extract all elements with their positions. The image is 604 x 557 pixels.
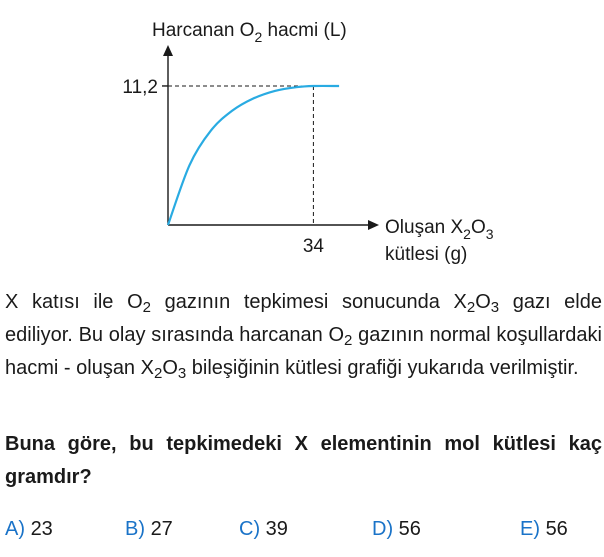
option-b[interactable]: B) 27: [125, 518, 173, 540]
answer-options: [0, 518, 604, 550]
option-e[interactable]: E) 56: [520, 518, 568, 540]
option-a[interactable]: A) 23: [5, 518, 53, 540]
x-tick-label: 34: [302, 236, 324, 257]
option-d[interactable]: D) 56: [372, 518, 421, 540]
x-axis-label: Oluşan $X_2O_3$: [385, 217, 494, 242]
question-ask: Buna göre, bu tepkimedeki X elementinin mol kütlesi kaç gramdır?: [5, 433, 602, 488]
series-curve: [168, 86, 339, 225]
y-axis-arrow: [163, 45, 173, 56]
x-axis-arrow: [368, 220, 379, 230]
question-text: X katısı ile $O_2$ gazının tepkimesi sonucunda $X_2O_3$ gazı elde ediliyor. Bu olay sırasında harcanan $O_2$ gazının normal koşullardaki hacmi - oluşan $X_2O_3$ bileşiğinin kütlesi grafiği yukarıda verilmiştir.: [5, 291, 602, 382]
y-axis-label: Harcanan $O_2$ hacmi (L): [152, 20, 347, 45]
x-axis-label-line2: kütlesi (g): [385, 244, 468, 265]
option-c[interactable]: C) 39: [239, 518, 288, 540]
y-tick-label: 11,2: [122, 76, 158, 98]
